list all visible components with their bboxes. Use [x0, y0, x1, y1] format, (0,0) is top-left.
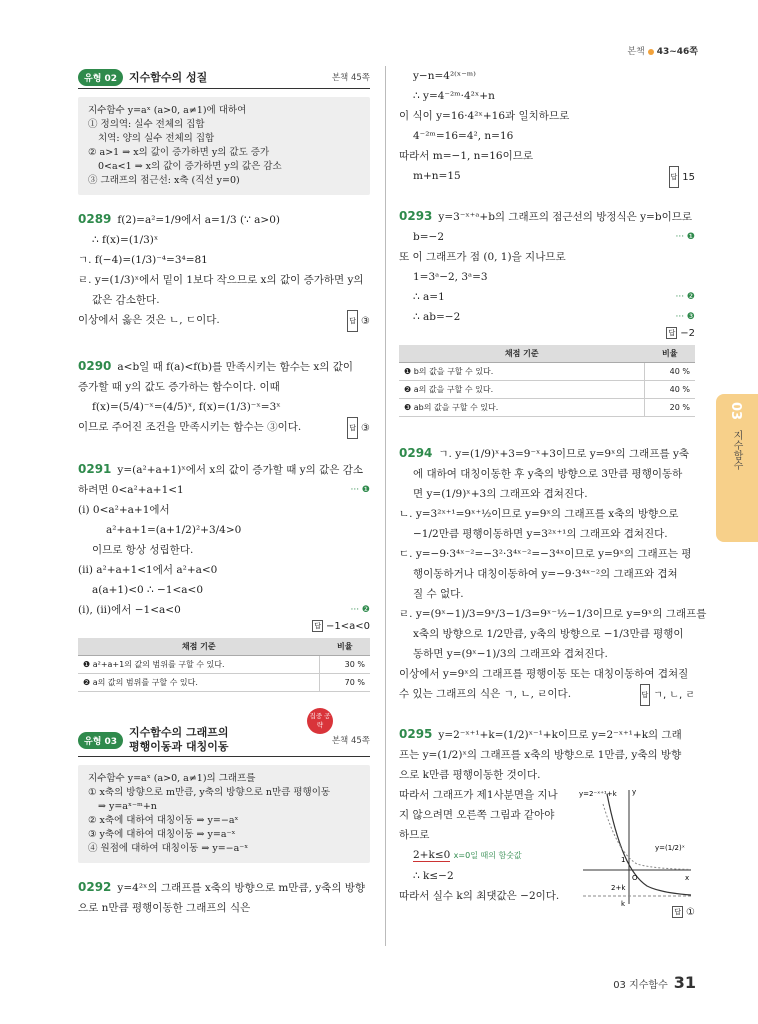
solution-line: 지 않으려면 오른쪽 그림과 같아야	[399, 809, 555, 821]
graph-figure	[577, 784, 695, 909]
solution-line: 또 이 그래프가 점 (0, 1)을 지나므로	[399, 251, 566, 263]
answer: 답 −2	[668, 328, 695, 339]
type-ref: 본책 45쪽	[331, 736, 370, 746]
solution-line: 으로 n만큼 평행이동한 그래프의 식은	[78, 902, 251, 914]
svg-text:2+k: 2+k	[611, 884, 626, 892]
type-title: 지수함수의 그래프의	[129, 726, 229, 739]
solution-line: (i), (ii)에서 −1<a<0	[78, 604, 181, 616]
answer: 답 ③	[347, 417, 370, 439]
problem-number: 0292	[78, 880, 112, 894]
solution-line: 이므로 항상 성립한다.	[92, 544, 194, 556]
svg-text:k: k	[621, 900, 626, 908]
answer-icon: 답	[314, 622, 321, 630]
solution-line: 에 대하여 대칭이동한 후 y축의 방향으로 3만큼 평행이동하	[413, 468, 683, 480]
solution-line: x축의 방향으로 1/2만큼, y축의 방향으로 −1/3만큼 평행이	[413, 628, 684, 640]
type03-section	[78, 712, 370, 863]
solution-line: y=2⁻ˣ⁺¹+k=(1/2)ˣ⁻¹+k이므로 y=2⁻ˣ⁺¹+k의 그래	[438, 729, 682, 741]
problem-number: 0294	[399, 446, 433, 460]
grading-table: 채점 기준 비율 ❶ b의 값을 구할 수 있다. 40 % ❷ a의 값을 구할 수 있다. 40 % ❸ ab의 값을 구할 수 있다. 20 %	[399, 345, 695, 417]
solution-line: 2+k≤0	[413, 849, 451, 861]
solution-line: 값은 감소한다.	[92, 294, 160, 306]
solution-line: a(a+1)<0 ∴ −1<a<0	[92, 584, 204, 596]
solution-line: 따라서 m=−1, n=16이므로	[399, 150, 534, 162]
answer-icon: 답	[347, 310, 358, 332]
book-label: 본책	[627, 47, 645, 57]
answer: 답 ㄱ, ㄴ, ㄹ	[640, 684, 695, 706]
solution-line: ∴ a=1	[413, 291, 445, 303]
answer: 답 15	[669, 166, 696, 188]
step-mark: ··· ❸	[675, 312, 695, 322]
table-row: ❸ ab의 값을 구할 수 있다. 20 %	[399, 399, 695, 417]
solution-line: ㄱ. f(−4)=(1/3)⁻⁴=3⁴=81	[78, 254, 208, 266]
solution-line: 이므로 주어진 조건을 만족시키는 함수는 ③이다.	[78, 421, 302, 433]
problem-number: 0289	[78, 212, 112, 226]
chapter-side-tab	[716, 394, 758, 542]
solution-line: f(x)=(5/4)⁻ˣ=(4/5)ˣ, f(x)=(1/3)⁻ˣ=3ˣ	[92, 401, 281, 413]
curve-base	[603, 804, 691, 870]
solution-line: y=(a²+a+1)ˣ에서 x의 값이 증가할 때 y의 값은 감소	[117, 464, 364, 476]
problem-0289	[78, 209, 370, 330]
problem-0295	[399, 724, 695, 918]
solution-line: y=3⁻ˣ⁺ᵃ+b의 그래프의 점근선의 방정식은 y=b이므로	[438, 211, 693, 223]
problem-0292-cont	[399, 66, 695, 186]
problem-number: 0290	[78, 359, 112, 373]
solution-line: 질 수 없다.	[413, 588, 464, 600]
svg-text:x: x	[685, 874, 690, 882]
chapter-title: 지수함수	[731, 430, 742, 470]
answer: 답 ③	[347, 310, 370, 332]
solution-line: a²+a+1=(a+1/2)²+3/4>0	[106, 524, 242, 536]
solution-line: 행이동하거나 대칭이동하여 y=−9·3⁴ˣ⁻²의 그래프와 겹쳐	[413, 568, 678, 580]
solution-line: ∴ ab=−2	[413, 311, 461, 323]
table-row: ❷ a의 값을 구할 수 있다. 40 %	[399, 381, 695, 399]
solution-line: 면 y=(1/9)ˣ+3의 그래프와 겹쳐진다.	[413, 488, 588, 500]
solution-line: (i) 0<a²+a+1에서	[78, 504, 170, 516]
problem-number: 0291	[78, 462, 112, 476]
solution-line: ㄷ. y=−9·3⁴ˣ⁻²=−3²·3⁴ˣ⁻²=−3⁴ˣ이므로 y=9ˣ의 그래프는 평	[399, 548, 692, 560]
page-footer	[613, 973, 696, 992]
solution-line: ㄹ. y=(9ˣ−1)/3=9ˣ/3−1/3=9ˣ⁻½−1/3이므로 y=9ˣ의 그래프를	[399, 608, 707, 620]
solution-line: −1/2만큼 평행이동하면 y=3²ˣ⁺¹의 그래프와 겹쳐진다.	[413, 528, 668, 540]
solution-line: ㄹ. y=(1/3)ˣ에서 밑이 1보다 작으므로 x의 값이 증가하면 y의	[78, 274, 364, 286]
solution-line: ∴ y=4⁻²ᵐ·4²ˣ+n	[413, 90, 495, 102]
answer-icon: 답	[669, 166, 680, 188]
solution-line: 이상에서 옳은 것은 ㄴ, ㄷ이다.	[78, 314, 220, 326]
annotation-note: x=0일 때의 함숫값	[453, 851, 522, 860]
step-mark: ··· ❷	[350, 605, 370, 615]
solution-line: y=4²ˣ의 그래프를 x축의 방향으로 m만큼, y축의 방향	[117, 882, 366, 894]
solution-line: 이 식이 y=16·4²ˣ+16과 일치하므로	[399, 110, 570, 122]
solution-line: 1=3ᵃ−2, 3ᵃ=3	[413, 271, 488, 283]
solution-line: 으로 k만큼 평행이동한 것이다.	[399, 769, 541, 781]
answer-icon: 답	[347, 417, 358, 439]
summary-line: ② a>1 ⇒ x의 값이 증가하면 y의 값도 증가	[88, 147, 270, 158]
solution-line: 증가할 때 y의 값도 증가하는 함수이다. 이때	[78, 381, 280, 393]
summary-line: 지수함수 y=aˣ (a>0, a≠1)에 대하여	[88, 105, 247, 116]
answer-icon: 답	[640, 684, 651, 706]
table-row: ❶ b의 값을 구할 수 있다. 40 %	[399, 363, 695, 381]
solution-line: f(2)=a²=1/9에서 a=1/3 (∵ a>0)	[117, 214, 280, 226]
solution-line: b=−2	[413, 231, 444, 243]
right-column	[399, 66, 707, 918]
problem-0293	[399, 206, 695, 417]
table-row: ❶ a²+a+1의 값의 범위를 구할 수 있다. 30 %	[78, 656, 370, 674]
step-mark: ··· ❶	[350, 485, 370, 495]
problem-number: 0293	[399, 209, 433, 223]
problem-0290	[78, 356, 370, 437]
table-row: ❷ a의 값의 범위를 구할 수 있다. 70 %	[78, 674, 370, 692]
solution-line: 4⁻²ᵐ=16=4², n=16	[413, 130, 514, 142]
solution-line: ㄴ. y=3²ˣ⁺¹=9ˣ⁺½이므로 y=9ˣ의 그래프를 x축의 방향으로	[399, 508, 679, 520]
focus-badge: 집중 공략	[307, 708, 333, 734]
curve-label: y=2⁻ˣ⁺¹+k	[579, 790, 617, 798]
answer: 답 ①	[674, 907, 695, 918]
summary-line: ① 정의역: 실수 전체의 집합	[88, 119, 205, 130]
solution-line: 하므로	[399, 829, 430, 841]
solution-line: ∴ k≤−2	[413, 870, 454, 882]
summary-line: ③ 그래프의 점근선: x축 (직선 y=0)	[88, 175, 240, 186]
chapter-number: 03	[728, 402, 743, 421]
solution-line: 수 있는 그래프의 식은 ㄱ, ㄴ, ㄹ이다.	[399, 688, 572, 700]
answer-icon: 답	[674, 908, 682, 916]
solution-line: y−n=4²⁽ˣ⁻ᵐ⁾	[413, 70, 476, 82]
type-chip: 유형 03	[78, 732, 123, 749]
solution-line: 동하면 y=(9ˣ−1)/3의 그래프와 겹쳐진다.	[413, 648, 608, 660]
solution-line: 프는 y=(1/2)ˣ의 그래프를 x축의 방향으로 1만큼, y축의 방향	[399, 749, 682, 761]
step-mark: ··· ❷	[675, 292, 695, 302]
svg-text:1: 1	[621, 856, 626, 864]
type-title: 평행이동과 대칭이동	[129, 740, 229, 753]
type02-summary	[78, 97, 370, 195]
svg-text:O: O	[632, 874, 638, 882]
type03-summary: 지수함수 y=aˣ (a>0, a≠1)의 그래프를 ① x축의 방향으로 m만큼, y축의 방향으로 n만큼 평행이동 ⇒ y=aˣ⁻ᵐ+n ② x축에 대하여 대칭이동 ⇒ y=−aˣ ③ y축에 대하여 대칭이동 ⇒ y=a⁻ˣ ④ 원점에 대하여 대칭이동 ⇒ y=−a⁻ˣ	[78, 765, 370, 863]
problem-number: 0295	[399, 727, 433, 741]
page-range: 43~46쪽	[656, 47, 698, 57]
dot-icon	[648, 49, 654, 55]
summary-line: 치역: 양의 실수 전체의 집합	[98, 133, 215, 144]
column-divider	[385, 66, 386, 946]
solution-line: a<b일 때 f(a)<f(b)를 만족시키는 함수는 x의 값이	[117, 361, 354, 373]
solution-line: 이상에서 y=9ˣ의 그래프를 평행이동 또는 대칭이동하여 겹쳐질	[399, 668, 689, 680]
type-ref: 본책 45쪽	[331, 73, 370, 83]
solution-line: 따라서 그래프가 제1사분면을 지나	[399, 789, 558, 801]
type-chip: 유형 02	[78, 69, 123, 86]
left-column	[78, 66, 370, 918]
solution-line: ∴ f(x)=(1/3)ˣ	[92, 234, 159, 246]
footer-chapter: 03 지수함수	[613, 980, 668, 991]
curve-label: y=(1/2)ˣ	[655, 844, 685, 852]
answer-icon: 답	[668, 329, 676, 337]
svg-text:y: y	[632, 788, 637, 796]
step-mark: ··· ❶	[675, 232, 695, 242]
page-header	[627, 44, 698, 57]
type02-title-bar	[78, 66, 370, 89]
page-number: 31	[673, 973, 696, 992]
problem-0291	[78, 459, 370, 692]
summary-line: 0<a<1 ⇒ x의 값이 증가하면 y의 값은 감소	[98, 161, 282, 172]
problem-0294	[399, 443, 707, 704]
problem-0292-start	[78, 877, 370, 918]
solution-line: 따라서 실수 k의 최댓값은 −2이다.	[399, 890, 560, 902]
answer: 답 −1<a<0	[314, 621, 370, 632]
solution-line: (ii) a²+a+1<1에서 a²+a<0	[78, 564, 218, 576]
solution-line: 하려면 0<a²+a+1<1	[78, 484, 184, 496]
solution-line: m+n=15	[413, 170, 461, 182]
type-title: 지수함수의 성질	[129, 71, 208, 84]
solution-line: ㄱ. y=(1/9)ˣ+3=9⁻ˣ+3이므로 y=9ˣ의 그래프를 y축	[438, 448, 690, 460]
grading-table: 채점 기준 비율 ❶ a²+a+1의 값의 범위를 구할 수 있다. 30 % ❷ a의 값의 범위를 구할 수 있다. 70 %	[78, 638, 370, 692]
